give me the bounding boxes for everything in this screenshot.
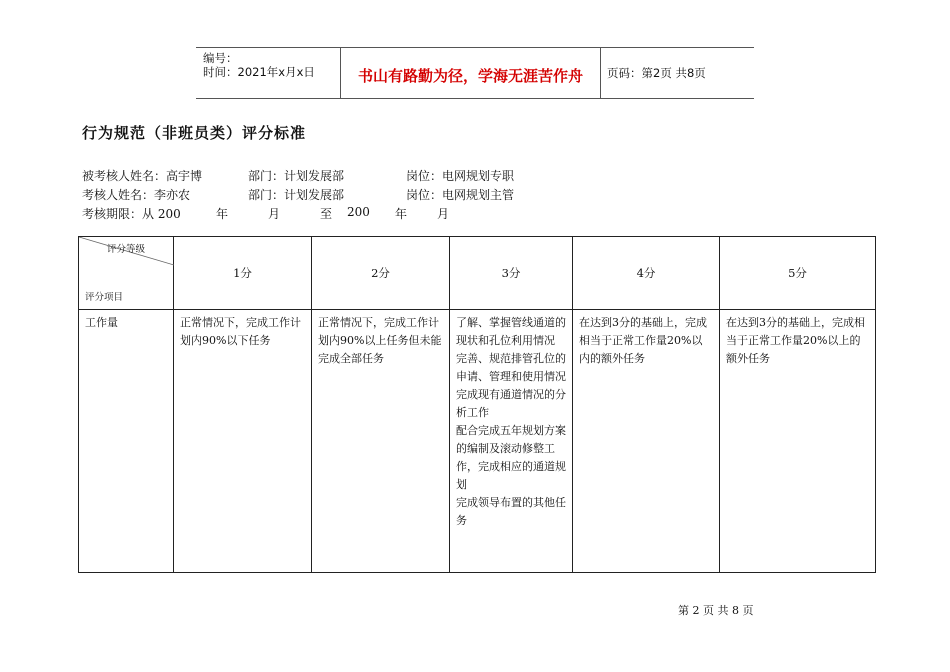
scoring-table [78,236,876,573]
page-code: 页码：第2页 共8页 [607,66,706,80]
criteria-line: 配合完成五年规划方案的编制及滚动修整工作，完成相应的通道规划 [456,424,566,491]
criteria-line: 了解、掌握管线通道的现状和孔位利用情况 [456,316,566,347]
item-cell: 工作量 [79,310,174,573]
period-year-2: 年 [395,207,408,221]
criteria-line: 完善、规范排管孔位的申请、管理和使用情况 [456,352,566,383]
examiner-dept: 部门：计划发展部 [248,188,345,202]
page-footer: 第 2 页 共 8 页 [678,604,754,617]
header-meta [196,48,340,98]
examiner-post: 岗位：电网规划主管 [406,188,515,202]
time-label: 时间：2021年x月x日 [203,65,315,79]
corner-cell [79,237,174,310]
level-4-header: 4分 [573,237,720,310]
period-month-1: 月 [268,207,281,221]
period-month-2: 月 [437,207,450,221]
criteria-line: 正常情况下，完成工作计划内90%以下任务 [180,316,301,347]
criteria-cell-2 [312,310,450,573]
period-year-1: 年 [216,207,229,221]
period-from: 考核期限：从 200 [82,207,181,221]
criteria-line: 正常情况下，完成工作计划内90%以上任务但未能完成全部任务 [318,316,442,365]
examinee-name: 被考核人姓名：高宇博 [82,169,203,183]
examinee-dept: 部门：计划发展部 [248,169,345,183]
criteria-line: 在达到3分的基础上，完成相当于正常工作量20%以内的额外任务 [579,316,707,365]
header-motto-cell [340,48,601,98]
level-5-header: 5分 [720,237,876,310]
corner-item-label: 评分项目 [85,292,124,303]
criteria-cell-4 [573,310,720,573]
level-3-header: 3分 [450,237,573,310]
criteria-cell-5 [720,310,876,573]
criteria-line: 完成领导布置的其他任务 [456,496,566,527]
period-year-2-prefix: 200 [347,205,370,219]
criteria-cell-3 [450,310,573,573]
criteria-line: 完成现有通道情况的分析工作 [456,388,566,419]
level-header-row [79,237,876,310]
table-row [79,310,876,573]
level-2-header: 2分 [312,237,450,310]
doc-title: 行为规范（非班员类）评分标准 [82,124,307,142]
number-label: 编号： [203,51,238,65]
corner-level-label: 评分等级 [106,244,145,255]
motto-text: 书山有路勤为径，学海无涯苦作舟 [357,67,583,85]
criteria-cell-1 [174,310,312,573]
document-header [196,47,754,99]
level-1-header: 1分 [174,237,312,310]
examinee-post: 岗位：电网规划专职 [406,169,515,183]
period-to: 至 [320,207,333,221]
criteria-line: 在达到3分的基础上，完成相当于正常工作量20%以上的额外任务 [726,316,865,365]
examiner-name: 考核人姓名：李亦农 [82,188,191,202]
